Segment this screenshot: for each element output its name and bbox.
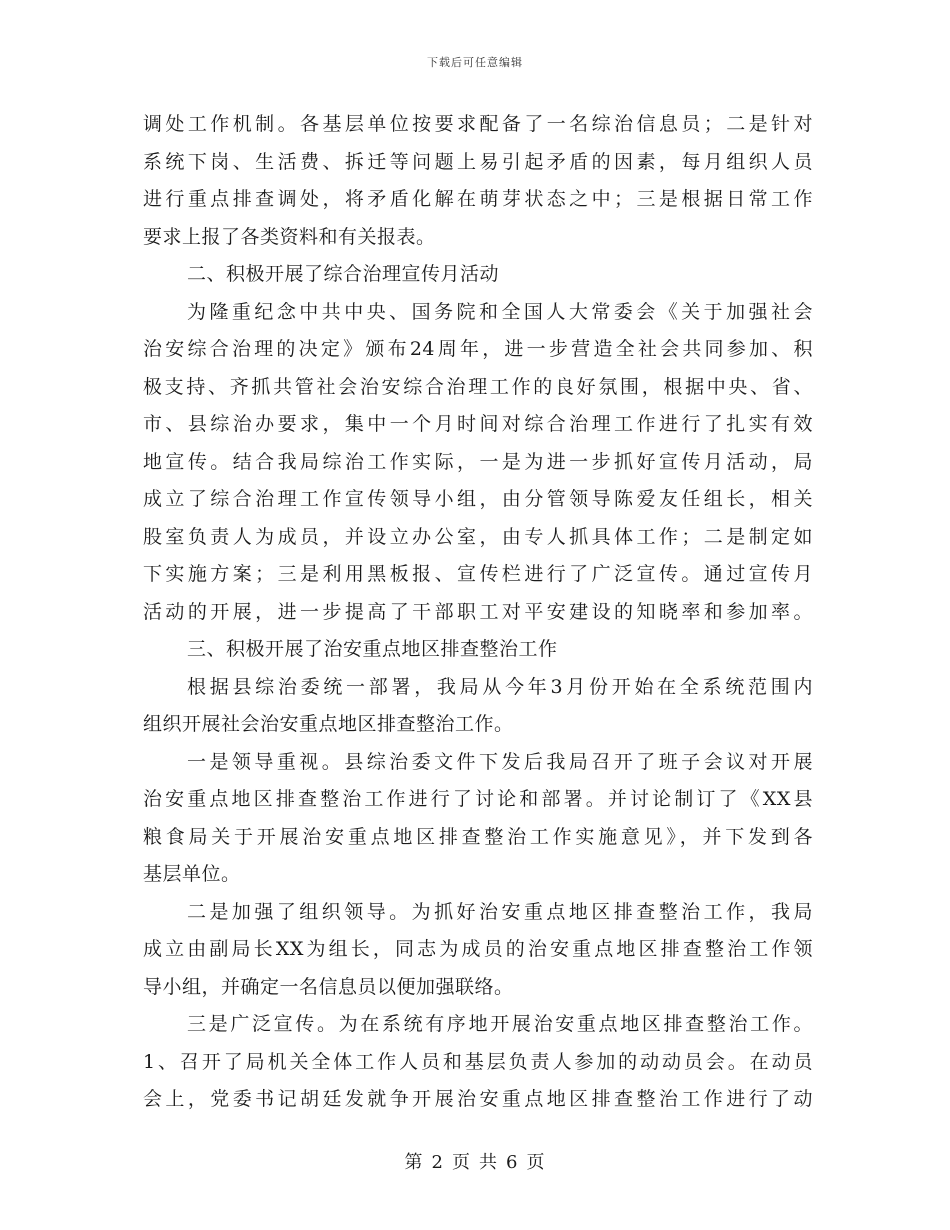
text-line: 市、县综治办要求，集中一个月时间对综合治理工作进行了扎实有效 [143, 413, 813, 435]
text-line: 成立了综合治理工作宣传领导小组，由分管领导陈爱友任组长，相关 [143, 488, 813, 510]
footer-total-pages: 6 [506, 1152, 519, 1173]
text-line: 粮食局关于开展治安重点地区排查整治工作实施意见》，并下发到各 [143, 825, 813, 848]
text-line: 会上，党委书记胡廷发就争开展治安重点地区排查整治工作进行了动 [143, 1088, 813, 1110]
text-line: 治安综合治理的决定》颁布24周年，进一步营造全社会共同参加、积 [143, 338, 813, 360]
text-line: 1、召开了局机关全体工作人员和基层负责人参加的动动员会。在动员 [143, 1050, 813, 1073]
text-line: 进行重点排查调处，将矛盾化解在萌芽状态之中；三是根据日常工作 [143, 188, 813, 210]
text-line: 系统下岗、生活费、拆迁等问题上易引起矛盾的因素，每月组织人员 [143, 150, 813, 173]
text-line: 极支持、齐抓共管社会治安综合治理工作的良好氛围，根据中央、省、 [143, 375, 813, 398]
text-line: 治安重点地区排查整治工作进行了讨论和部署。并讨论制订了《XX县 [143, 788, 813, 810]
text-line: 股室负责人为成员，并设立办公室，由专人抓具体工作；二是制定如 [143, 525, 813, 548]
footer-suffix: 页 [526, 1152, 546, 1173]
text-line: 根据县综治委统一部署，我局从今年3月份开始在全系统范围内 [187, 675, 813, 698]
text-line: 活动的开展，进一步提高了干部职工对平安建设的知晓率和参加率。 [143, 600, 813, 623]
text-line: 导小组，并确定一名信息员以便加强联络。 [143, 975, 514, 998]
text-line: 基层单位。 [143, 863, 241, 885]
footer-page-word: 页 [452, 1152, 471, 1173]
text-line: 一是领导重视。县综治委文件下发后我局召开了班子会议对开展 [187, 750, 813, 773]
text-line: 二、积极开展了综合治理宣传月活动 [187, 263, 500, 285]
footer-current-page: 2 [431, 1152, 444, 1173]
text-line: 为隆重纪念中共中央、国务院和全国人大常委会《关于加强社会 [187, 300, 813, 323]
text-line: 二是加强了组织领导。为抓好治安重点地区排查整治工作，我局 [187, 900, 813, 923]
text-line: 三、积极开展了治安重点地区排查整治工作 [187, 638, 558, 660]
text-line: 地宣传。结合我局综治工作实际，一是为进一步抓好宣传月活动，局 [143, 450, 813, 473]
text-line: 成立由副局长XX为组长，同志为成员的治安重点地区排查整治工作领 [143, 938, 813, 960]
text-line: 组织开展社会治安重点地区排查整治工作。 [143, 713, 514, 735]
page-footer [0, 1148, 950, 1174]
footer-prefix: 第 [404, 1152, 424, 1173]
text-line: 要求上报了各类资料和有关报表。 [143, 225, 436, 248]
text-line: 调处工作机制。各基层单位按要求配备了一名综治信息员；二是针对 [143, 113, 813, 135]
text-line: 下实施方案；三是利用黑板报、宣传栏进行了广泛宣传。通过宣传月 [143, 563, 813, 585]
document-body [143, 106, 813, 1119]
header-note: 下载后可任意编辑 [427, 56, 523, 69]
footer-total-prefix: 共 [479, 1152, 498, 1173]
text-line: 三是广泛宣传。为在系统有序地开展治安重点地区排查整治工作。 [187, 1013, 813, 1035]
